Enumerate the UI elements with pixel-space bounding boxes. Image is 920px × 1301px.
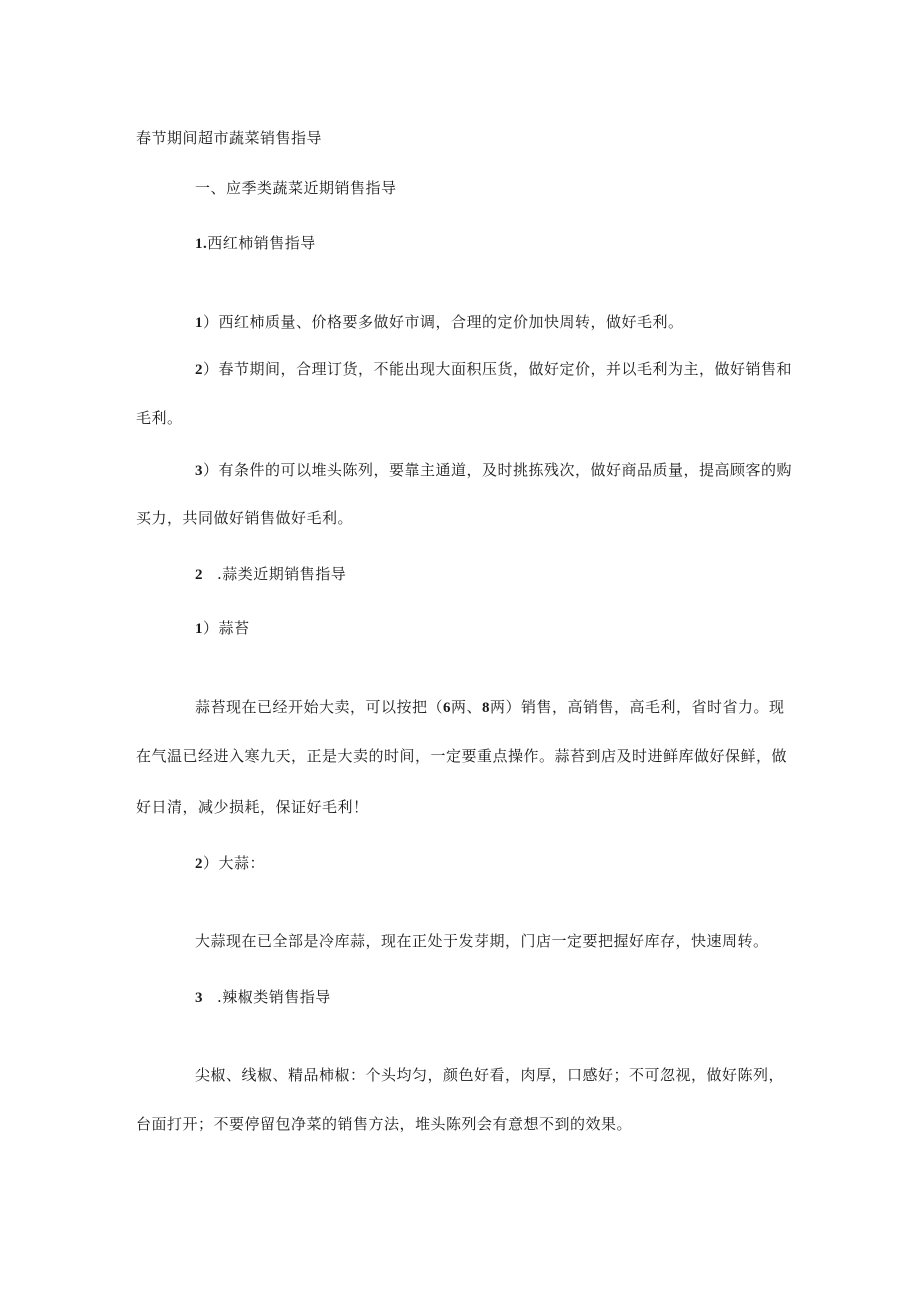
paragraph-text: 台面打开；不要停留包净菜的销售方法，堆头陈列会有意想不到的效果。 bbox=[136, 1115, 633, 1133]
item-number: 2 bbox=[195, 567, 203, 583]
garlic-stem-paragraph-line-3 bbox=[136, 797, 369, 817]
tomato-point-2-continuation bbox=[136, 408, 183, 428]
item-heading-pepper bbox=[195, 987, 331, 1008]
item-heading-garlic bbox=[195, 564, 346, 585]
item-heading-tomato bbox=[195, 233, 316, 254]
paragraph-text: 尖椒、线椒、精品柿椒：个头均匀，颜色好看，肉厚，口感好；不可忽视，做好陈列， bbox=[195, 1066, 785, 1084]
tomato-point-1 bbox=[195, 312, 684, 333]
point-text: ）西红柿质量、价格要多做好市调，合理的定价加快周转，做好毛利。 bbox=[203, 313, 684, 331]
point-number: 2 bbox=[195, 362, 203, 378]
item-number: 3 bbox=[195, 990, 203, 1006]
paragraph-number: 6 bbox=[443, 700, 452, 716]
point-text: 毛利。 bbox=[136, 409, 183, 427]
paragraph-text: 好日清，减少损耗，保证好毛利！ bbox=[136, 798, 369, 816]
paragraph-text: 蒜苔现在已经开始大卖，可以按把（ bbox=[195, 698, 444, 716]
sub-label: ）大蒜： bbox=[203, 854, 266, 872]
section-heading-1-text: 一、应季类蔬菜近期销售指导 bbox=[195, 179, 397, 197]
paragraph-text: 两）销售，高销售，高毛利，省时省力。现 bbox=[490, 698, 785, 716]
tomato-point-2 bbox=[195, 359, 791, 380]
garlic-stem-paragraph-line-1 bbox=[195, 697, 783, 718]
garlic-sub-heading-1 bbox=[195, 618, 250, 639]
garlic-sub-heading-2 bbox=[195, 853, 265, 874]
paragraph-text: 大蒜现在已全部是冷库蒜，现在正处于发芽期，门店一定要把握好库存，快速周转。 bbox=[195, 932, 769, 950]
tomato-point-3 bbox=[195, 460, 791, 481]
pepper-paragraph-line-1 bbox=[195, 1065, 783, 1085]
sub-label: ）蒜苔 bbox=[203, 619, 250, 637]
paragraph-number: 8 bbox=[482, 700, 491, 716]
pepper-paragraph-line-2 bbox=[136, 1114, 632, 1134]
document-title bbox=[136, 128, 322, 148]
garlic-stem-paragraph-line-2 bbox=[136, 746, 788, 766]
paragraph-text: 在气温已经进入寒九天，正是大卖的时间，一定要重点操作。蒜苔到店及时进鲜库做好保鲜，做 bbox=[136, 747, 788, 765]
document-title-text: 春节期间超市蔬菜销售指导 bbox=[136, 129, 323, 147]
point-text: ）春节期间，合理订货，不能出现大面积压货，做好定价，并以毛利为主，做好销售和 bbox=[203, 360, 793, 378]
point-number: 1 bbox=[195, 315, 203, 331]
tomato-point-3-continuation bbox=[136, 508, 353, 528]
item-heading-text: .辣椒类销售指导 bbox=[217, 988, 331, 1006]
paragraph-text: 两、 bbox=[451, 698, 483, 716]
section-heading-1 bbox=[195, 178, 397, 198]
point-text: 买力，共同做好销售做好毛利。 bbox=[136, 509, 354, 527]
sub-number: 1 bbox=[195, 621, 203, 637]
item-number: 1. bbox=[195, 236, 208, 252]
item-heading-text: .蒜类近期销售指导 bbox=[217, 565, 347, 583]
garlic-paragraph bbox=[195, 931, 769, 951]
item-heading-text: 西红柿销售指导 bbox=[207, 234, 316, 252]
point-text: ）有条件的可以堆头陈列，要靠主通道，及时挑拣残次，做好商品质量，提高顾客的购 bbox=[203, 461, 793, 479]
sub-number: 2 bbox=[195, 856, 203, 872]
point-number: 3 bbox=[195, 463, 203, 479]
